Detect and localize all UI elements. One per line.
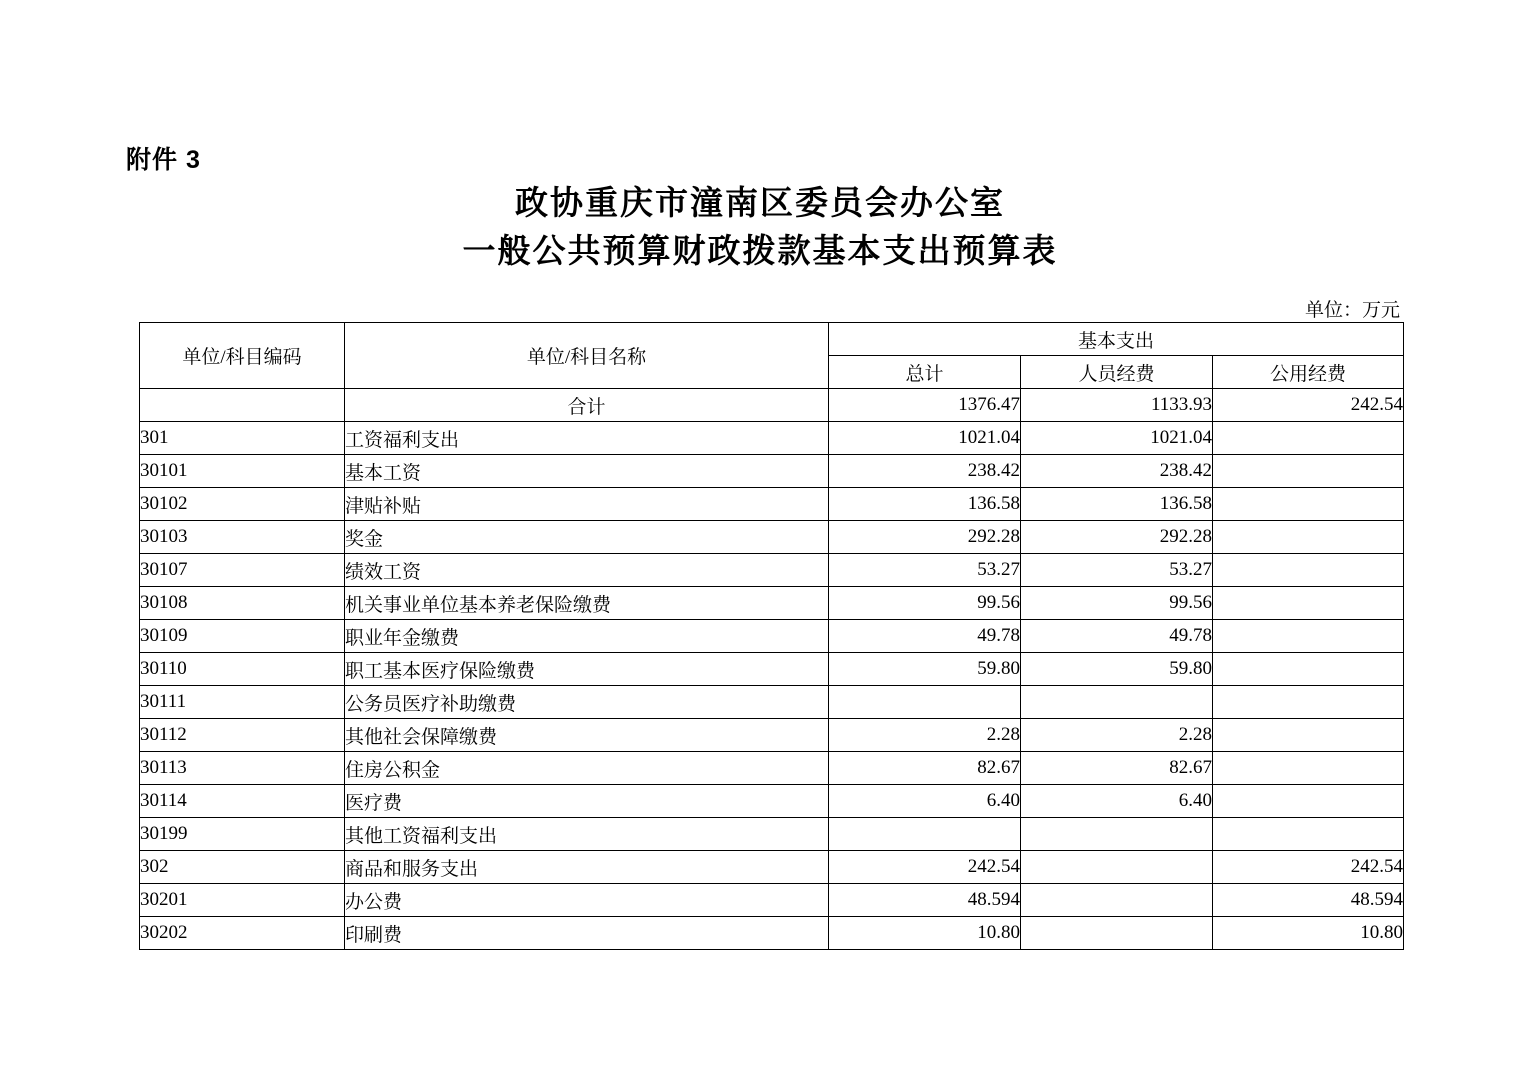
table-row xyxy=(140,455,1404,488)
cell-total: 59.80 xyxy=(829,653,1021,686)
cell-total: 82.67 xyxy=(829,752,1021,785)
header-name: 单位/科目名称 xyxy=(345,323,829,389)
cell-code: 30201 xyxy=(140,884,345,917)
table-row xyxy=(140,851,1404,884)
cell-name: 办公费 xyxy=(345,884,829,917)
cell-public xyxy=(1213,752,1404,785)
table-row xyxy=(140,422,1404,455)
table-row xyxy=(140,587,1404,620)
budget-table xyxy=(139,322,1404,950)
cell-public xyxy=(1213,488,1404,521)
table-body xyxy=(140,389,1404,950)
cell-total: 238.42 xyxy=(829,455,1021,488)
cell-code: 30108 xyxy=(140,587,345,620)
cell-public xyxy=(1213,785,1404,818)
cell-name: 基本工资 xyxy=(345,455,829,488)
cell-total: 48.594 xyxy=(829,884,1021,917)
cell-total: 99.56 xyxy=(829,587,1021,620)
cell-public xyxy=(1213,818,1404,851)
header-group-basic-expenditure: 基本支出 xyxy=(829,323,1404,356)
cell-code: 30112 xyxy=(140,719,345,752)
cell-public: 242.54 xyxy=(1213,851,1404,884)
cell-total: 1021.04 xyxy=(829,422,1021,455)
cell-personnel: 53.27 xyxy=(1021,554,1213,587)
table-row xyxy=(140,653,1404,686)
cell-public xyxy=(1213,587,1404,620)
cell-name: 商品和服务支出 xyxy=(345,851,829,884)
cell-name: 绩效工资 xyxy=(345,554,829,587)
cell-name: 机关事业单位基本养老保险缴费 xyxy=(345,587,829,620)
table-row xyxy=(140,488,1404,521)
cell-public xyxy=(1213,719,1404,752)
cell-name: 工资福利支出 xyxy=(345,422,829,455)
cell-personnel: 2.28 xyxy=(1021,719,1213,752)
table-row xyxy=(140,917,1404,950)
cell-personnel xyxy=(1021,917,1213,950)
attachment-label: 附件 3 xyxy=(126,146,201,174)
cell-code: 30107 xyxy=(140,554,345,587)
cell-name: 其他社会保障缴费 xyxy=(345,719,829,752)
cell-personnel xyxy=(1021,818,1213,851)
cell-public xyxy=(1213,455,1404,488)
table-row xyxy=(140,521,1404,554)
cell-public: 10.80 xyxy=(1213,917,1404,950)
cell-total: 292.28 xyxy=(829,521,1021,554)
cell-code: 30110 xyxy=(140,653,345,686)
cell-total: 6.40 xyxy=(829,785,1021,818)
cell-name: 印刷费 xyxy=(345,917,829,950)
cell-code: 302 xyxy=(140,851,345,884)
cell-code: 30109 xyxy=(140,620,345,653)
cell-name: 职工基本医疗保险缴费 xyxy=(345,653,829,686)
document-title xyxy=(0,180,1520,276)
cell-code: 30103 xyxy=(140,521,345,554)
table-row xyxy=(140,620,1404,653)
cell-personnel: 1133.93 xyxy=(1021,389,1213,422)
cell-code: 30199 xyxy=(140,818,345,851)
cell-code: 30111 xyxy=(140,686,345,719)
table-header-row-1 xyxy=(140,323,1404,356)
cell-total: 2.28 xyxy=(829,719,1021,752)
table-row xyxy=(140,818,1404,851)
cell-name: 住房公积金 xyxy=(345,752,829,785)
cell-total: 1376.47 xyxy=(829,389,1021,422)
cell-code: 30101 xyxy=(140,455,345,488)
table-row xyxy=(140,719,1404,752)
cell-public xyxy=(1213,521,1404,554)
cell-name: 合计 xyxy=(345,389,829,422)
header-public: 公用经费 xyxy=(1213,356,1404,389)
title-line-2: 一般公共预算财政拨款基本支出预算表 xyxy=(462,234,1058,270)
cell-code: 301 xyxy=(140,422,345,455)
cell-total: 10.80 xyxy=(829,917,1021,950)
table-row xyxy=(140,389,1404,422)
cell-name: 津贴补贴 xyxy=(345,488,829,521)
cell-total: 242.54 xyxy=(829,851,1021,884)
cell-personnel: 136.58 xyxy=(1021,488,1213,521)
cell-personnel: 99.56 xyxy=(1021,587,1213,620)
cell-public xyxy=(1213,422,1404,455)
cell-public: 242.54 xyxy=(1213,389,1404,422)
cell-public xyxy=(1213,653,1404,686)
table-row xyxy=(140,884,1404,917)
table-row xyxy=(140,554,1404,587)
table-row xyxy=(140,752,1404,785)
cell-name: 职业年金缴费 xyxy=(345,620,829,653)
cell-personnel: 82.67 xyxy=(1021,752,1213,785)
cell-code: 30102 xyxy=(140,488,345,521)
cell-name: 公务员医疗补助缴费 xyxy=(345,686,829,719)
cell-personnel: 1021.04 xyxy=(1021,422,1213,455)
table-row xyxy=(140,686,1404,719)
cell-personnel xyxy=(1021,686,1213,719)
cell-personnel xyxy=(1021,851,1213,884)
cell-personnel: 49.78 xyxy=(1021,620,1213,653)
cell-public xyxy=(1213,686,1404,719)
cell-code: 30113 xyxy=(140,752,345,785)
cell-total xyxy=(829,686,1021,719)
cell-personnel xyxy=(1021,884,1213,917)
header-personnel: 人员经费 xyxy=(1021,356,1213,389)
cell-personnel: 59.80 xyxy=(1021,653,1213,686)
header-code: 单位/科目编码 xyxy=(140,323,345,389)
cell-name: 医疗费 xyxy=(345,785,829,818)
cell-total: 53.27 xyxy=(829,554,1021,587)
cell-name: 其他工资福利支出 xyxy=(345,818,829,851)
cell-personnel: 238.42 xyxy=(1021,455,1213,488)
header-total: 总计 xyxy=(829,356,1021,389)
cell-public xyxy=(1213,620,1404,653)
title-line-1: 政协重庆市潼南区委员会办公室 xyxy=(515,186,1005,222)
cell-public: 48.594 xyxy=(1213,884,1404,917)
cell-name: 奖金 xyxy=(345,521,829,554)
cell-code: 30202 xyxy=(140,917,345,950)
cell-code: 30114 xyxy=(140,785,345,818)
table-header xyxy=(140,323,1404,389)
cell-public xyxy=(1213,554,1404,587)
cell-total: 136.58 xyxy=(829,488,1021,521)
unit-note: 单位：万元 xyxy=(1304,300,1400,321)
cell-personnel: 292.28 xyxy=(1021,521,1213,554)
cell-personnel: 6.40 xyxy=(1021,785,1213,818)
cell-total: 49.78 xyxy=(829,620,1021,653)
table-row xyxy=(140,785,1404,818)
cell-code xyxy=(140,389,345,422)
cell-total xyxy=(829,818,1021,851)
